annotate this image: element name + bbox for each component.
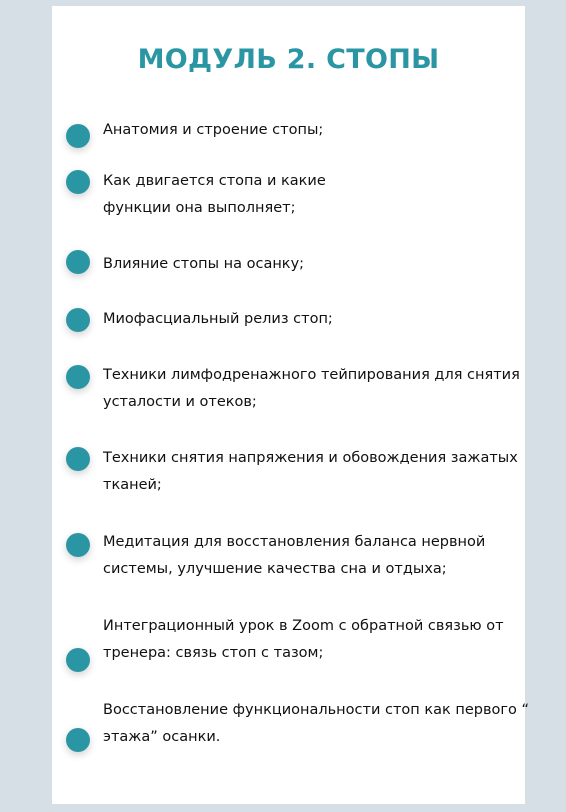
list-item-text: Техники лимфодренажного тейпирования для снятия усталости и отеков; <box>103 367 520 410</box>
list-item-text: Миофасциальный релиз стоп; <box>103 311 333 327</box>
bullet-dot <box>66 447 90 471</box>
bullet-dot <box>66 170 90 194</box>
list-item-text: Влияние стопы на осанку; <box>103 256 305 272</box>
list-item-text: Как двигается стопа и какие функции она выполняет; <box>103 173 326 216</box>
bullet-dot <box>66 648 90 672</box>
module-title: МОДУЛЬ 2. СТОПЫ <box>137 44 440 75</box>
bullet-dot <box>66 728 90 752</box>
bullet-dot <box>66 250 90 274</box>
bullet-dot <box>66 365 90 389</box>
list-item-text: Интеграционный урок в Zoom с обратной связью от тренера: связь стоп с тазом; <box>103 618 504 661</box>
list-item-text: Медитация для восстановления баланса нервной системы, улучшение качества сна и отдыха; <box>103 534 486 577</box>
list-item-text: Восстановление функциональности стоп как первого “ этажа” осанки. <box>103 702 530 745</box>
bullet-dot <box>66 533 90 557</box>
list-item-text: Анатомия и строение стопы; <box>103 122 324 138</box>
list-item-text: Техники снятия напряжения и обовождения зажатых тканей; <box>103 450 518 493</box>
bullet-dot <box>66 124 90 148</box>
bullet-dot <box>66 308 90 332</box>
module-card <box>52 6 530 804</box>
